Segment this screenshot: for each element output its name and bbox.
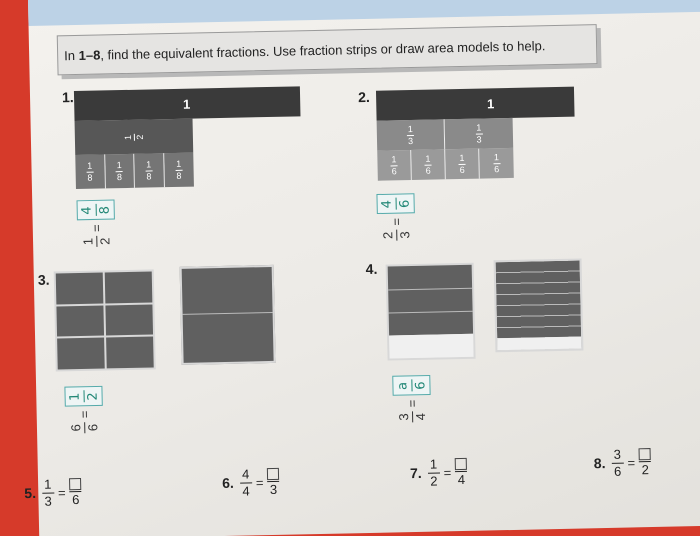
problem-2-label: 2.: [357, 88, 370, 106]
problem-1-label: 1.: [61, 89, 74, 106]
p3-answer-box[interactable]: 1 2: [64, 386, 102, 407]
p7-answer-box[interactable]: [455, 458, 467, 470]
p2-sixths-strip: [377, 148, 514, 181]
p2-answer-box[interactable]: 4 6: [376, 194, 414, 215]
instruction-prefix: In: [64, 47, 76, 63]
p2-thirds-strip: [377, 118, 514, 151]
p2-whole-cell: 1: [376, 87, 575, 121]
p2-whole-strip: [376, 87, 575, 121]
p8-answer-box[interactable]: [639, 448, 651, 460]
p3-area-model-halves: [180, 265, 276, 365]
p1-equation: 1 2 = 4 8: [77, 200, 116, 247]
worksheet-paper: [24, 0, 700, 536]
p4-answer-box[interactable]: a 6: [392, 375, 430, 396]
p1-half-cell: 1 2: [75, 119, 194, 155]
problem-3-label: 3.: [37, 271, 50, 288]
problem-4-label: 4.: [365, 260, 378, 277]
problem-7: 7. $\frac{1}{2}$ = 4: [410, 457, 468, 488]
p2-sixth-cell: $\frac{1}{6}$: [445, 149, 480, 180]
p1-eighth-cell: $\frac{1}{8}$: [105, 154, 135, 189]
p1-eighth-cell: $\frac{1}{8}$: [164, 153, 194, 188]
p1-answer-box[interactable]: 4 8: [77, 200, 115, 221]
p2-third-cell: $\frac{1}{3}$: [445, 118, 514, 149]
p1-eighth-cell: $\frac{1}{8}$: [134, 153, 164, 188]
p1-eighth-cell: $\frac{1}{8}$: [75, 154, 105, 189]
p1-whole-cell: 1: [74, 86, 301, 121]
p3-area-model-grid: [54, 269, 156, 371]
p6-answer-box[interactable]: [267, 468, 279, 480]
p4-area-model-eighths: [494, 258, 584, 352]
problem-5: 5. $\frac{1}{3}$ = 6: [24, 477, 82, 508]
blue-sheet-edge: [28, 0, 700, 26]
instruction-range: 1–8: [78, 46, 101, 63]
instruction-box: [57, 24, 598, 75]
p3-equation: 6 6 = 1 2: [64, 386, 103, 433]
p2-equation: 2 3 = 4 6: [376, 194, 415, 241]
p1-half-strip: [75, 119, 194, 155]
p4-area-model-fourths: [386, 263, 476, 361]
instruction-text: , find the equivalent fractions. Use fraction strips or draw area models to help.: [100, 37, 546, 62]
problem-8: 8. $\frac{3}{6}$ = 2: [594, 447, 652, 478]
p1-whole-strip: [74, 86, 301, 121]
p5-answer-box[interactable]: [69, 478, 81, 490]
p2-sixth-cell: $\frac{1}{6}$: [377, 150, 412, 181]
p1-eighths-strip: [75, 153, 194, 189]
p2-sixth-cell: $\frac{1}{6}$: [411, 149, 446, 180]
p2-third-cell: $\frac{1}{3}$: [377, 119, 446, 150]
p4-equation: 3 4 = a 6: [392, 375, 431, 422]
p2-sixth-cell: $\frac{1}{6}$: [479, 148, 514, 179]
problem-6: 6. $\frac{4}{4}$ = 3: [222, 467, 280, 498]
